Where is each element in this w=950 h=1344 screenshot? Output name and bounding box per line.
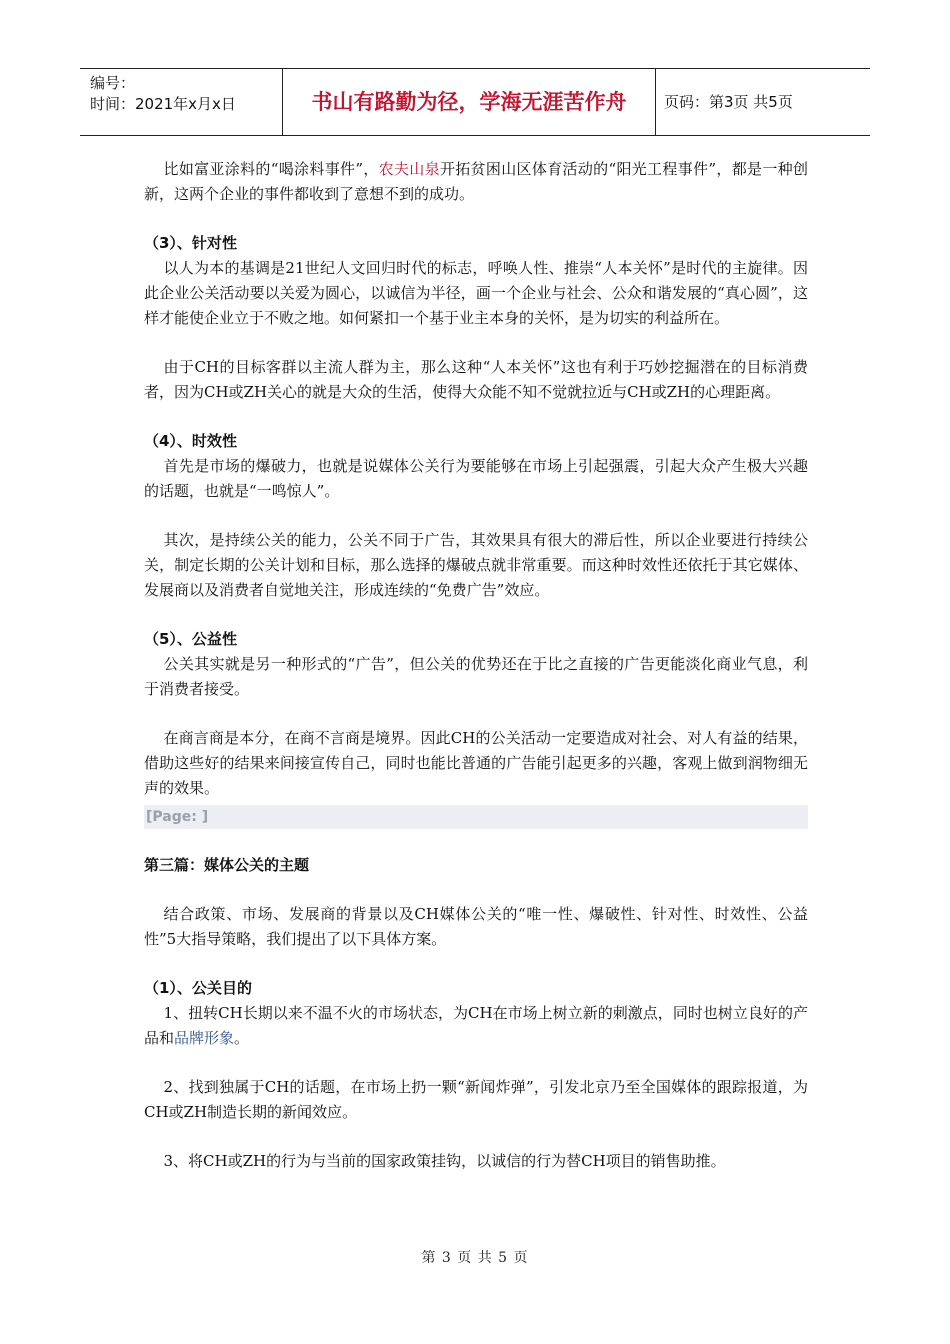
paragraph-innovation: 比如富亚涂料的“喝涂料事件”，农夫山泉开拓贫困山区体育活动的“阳光工程事件”，都是一种创新，这两个企业的事件都收到了意想不到的成功。 <box>144 160 808 203</box>
header-meta <box>80 69 283 135</box>
paragraph-goal-2: 2、找到独属于CH的话题，在市场上扔一颗“新闻炸弹”，引发北京乃至全国媒体的跟踪报道，为CH或ZH制造长期的新闻效应。 <box>144 1078 808 1121</box>
link-nongfu-spring[interactable]: 农夫山泉 <box>378 160 440 178</box>
page-marker: [Page: ] <box>144 805 808 829</box>
paragraph-public-welfare-1: 公关其实就是另一种形式的“广告”，但公关的优势还在于比之直接的广告更能淡化商业气息，利于消费者接受。 <box>144 655 808 698</box>
document-body <box>144 157 808 1174</box>
header-motto: 书山有路勤为径，学海无涯苦作舟 <box>283 69 656 135</box>
paragraph-goal-3: 3、将CH或ZH的行为与当前的国家政策挂钩，以诚信的行为替CH项目的销售助推。 <box>163 1152 726 1170</box>
heading-timeliness: （4）、时效性 <box>144 432 237 450</box>
paragraph-goal-1: 1、扭转CH长期以来不温不火的市场状态，为CH在市场上树立新的刺激点，同时也树立良好的产品和品牌形象。 <box>144 1004 808 1047</box>
heading-targeting: （3）、针对性 <box>144 234 237 252</box>
paragraph-timeliness-2: 其次，是持续公关的能力，公关不同于广告，其效果具有很大的滞后性，所以企业要进行持续公关，制定长期的公关计划和目标，那么选择的爆破点就非常重要。而这种时效性还依托于其它媒体、发展商以及消费者自觉地关注，形成连续的“免费广告”效应。 <box>144 531 808 599</box>
header-page-label: 页码：第3页 共5页 <box>664 93 793 111</box>
document-header <box>80 68 870 136</box>
paragraph-part3-intro: 结合政策、市场、发展商的背景以及CH媒体公关的“唯一性、爆破性、针对性、时效性、公益性”5大指导策略，我们提出了以下具体方案。 <box>144 905 808 948</box>
paragraph-public-welfare-2: 在商言商是本分，在商不言商是境界。因此CH的公关活动一定要造成对社会、对人有益的结果，借助这些好的结果来间接宣传自己，同时也能比普通的广告能引起更多的兴趣，客观上做到润物细无声的效果。 <box>144 729 808 797</box>
paragraph-timeliness-1: 首先是市场的爆破力，也就是说媒体公关行为要能够在市场上引起强震，引起大众产生极大兴趣的话题，也就是“一鸣惊人”。 <box>144 457 808 500</box>
part3-title: 第三篇：媒体公关的主题 <box>144 856 310 874</box>
code-label: 编号： <box>90 74 136 92</box>
link-brand-image[interactable]: 品牌形象 <box>174 1029 235 1047</box>
heading-public-welfare: （5）、公益性 <box>144 630 237 648</box>
paragraph-targeting-1: 以人为本的基调是21世纪人文回归时代的标志，呼唤人性、推崇“人本关怀”是时代的主旋律。因此企业公关活动要以关爱为圆心，以诚信为半径，画一个企业与社会、公众和谐发展的“真心圆”，这样才能使企业立于不败之地。如何紧扣一个基于业主本身的关怀，是为切实的利益所在。 <box>144 259 808 327</box>
page-footer: 第 3 页 共 5 页 <box>421 1250 529 1266</box>
date-label: 时间：2021年x月x日 <box>90 95 236 113</box>
heading-pr-goals: （1）、公关目的 <box>144 979 252 997</box>
paragraph-targeting-2: 由于CH的目标客群以主流人群为主，那么这种“人本关怀”这也有利于巧妙挖掘潜在的目标消费者，因为CH或ZH关心的就是大众的生活，使得大众能不知不觉就拉近与CH或ZH的心理距离。 <box>144 358 808 401</box>
